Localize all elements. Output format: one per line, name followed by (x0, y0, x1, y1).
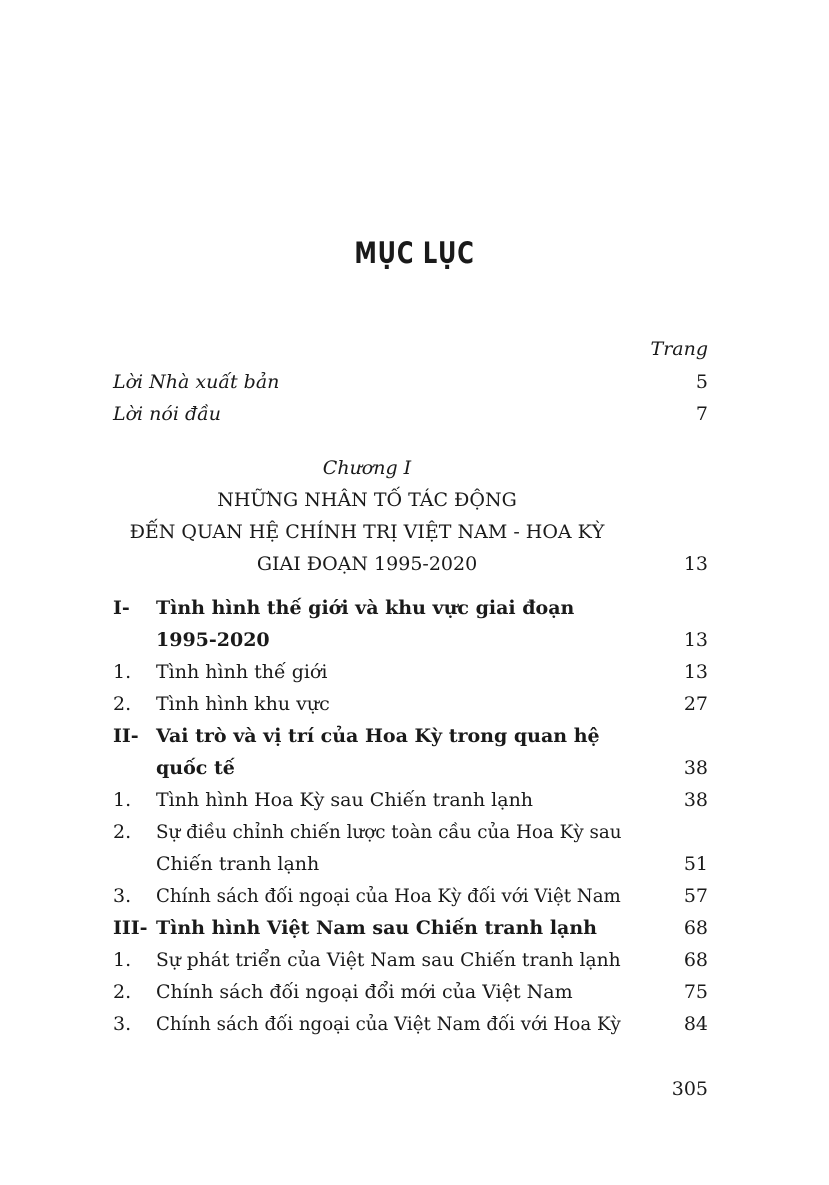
toc-entry-number: I- (113, 597, 130, 619)
toc-entry-text: Chiến tranh lạnh (156, 853, 320, 875)
toc-entry-number: 1. (113, 789, 132, 811)
toc-entry-page: 57 (683, 885, 708, 907)
toc-entry-text: Tình hình thế giới và khu vực giai đoạn (156, 597, 575, 619)
toc-entry-publisher-note[interactable] (113, 368, 708, 396)
toc-section-ii-cont[interactable] (113, 754, 708, 782)
toc-entry-number: 2. (113, 693, 132, 715)
toc-entry-page: 75 (683, 981, 708, 1003)
toc-entry-text: quốc tế (156, 757, 235, 779)
toc-section-i[interactable] (113, 594, 708, 622)
toc-entry-text: Tình hình khu vực (156, 693, 330, 715)
toc-entry-page: 84 (683, 1013, 708, 1035)
toc-entry-number: 1. (113, 661, 132, 683)
toc-entry-page: 38 (683, 789, 708, 811)
toc-item[interactable] (113, 786, 708, 814)
toc-entry-page: 68 (683, 917, 708, 939)
chapter-page: 13 (683, 553, 708, 575)
toc-entry-page: 68 (683, 949, 708, 971)
toc-entry-text: Tình hình Việt Nam sau Chiến tranh lạnh (156, 917, 597, 939)
toc-entry-page: 5 (695, 371, 708, 393)
toc-section-ii[interactable] (113, 722, 708, 750)
toc-entry-number: 1. (113, 949, 132, 971)
toc-entry-page: 7 (695, 403, 708, 425)
toc-section-iii[interactable] (113, 914, 708, 942)
toc-entry-page: 27 (683, 693, 708, 715)
toc-entry-text: Tình hình Hoa Kỳ sau Chiến tranh lạnh (156, 789, 534, 811)
chapter-title-line-3: GIAI ĐOẠN 1995-2020 (256, 553, 478, 575)
toc-entry-preface[interactable] (113, 400, 708, 428)
page-column-header: Trang (650, 338, 708, 360)
toc-entry-page: 13 (683, 661, 708, 683)
toc-entry-text: 1995-2020 (156, 629, 270, 651)
toc-entry-text: Sự điều chỉnh chiến lược toàn cầu của Hoa Kỳ sau (156, 821, 622, 843)
toc-entry-text: Chính sách đối ngoại của Hoa Kỳ đối với Việt Nam (156, 885, 621, 907)
toc-entry-number: II- (113, 725, 139, 747)
chapter-label: Chương I (322, 457, 412, 479)
toc-item[interactable] (113, 658, 708, 686)
toc-item[interactable] (113, 882, 708, 910)
toc-entry-text: Tình hình thế giới (156, 661, 328, 683)
toc-entry-page: 38 (683, 757, 708, 779)
chapter-title-line-1: NHỮNG NHÂN TỐ TÁC ĐỘNG (217, 489, 517, 511)
toc-item[interactable] (113, 946, 708, 974)
toc-item-cont[interactable] (113, 850, 708, 878)
toc-entry-number: 3. (113, 885, 132, 907)
page-number: 305 (671, 1078, 708, 1100)
toc-item[interactable] (113, 818, 708, 846)
toc-entry-number: 2. (113, 981, 132, 1003)
toc-entry-text: Vai trò và vị trí của Hoa Kỳ trong quan hệ (156, 725, 600, 747)
toc-entry-page: 13 (683, 629, 708, 651)
toc-entry-text: Chính sách đối ngoại của Việt Nam đối với Hoa Kỳ (156, 1013, 621, 1035)
toc-entry-text: Lời Nhà xuất bản (113, 371, 280, 393)
toc-entry-number: III- (113, 917, 148, 939)
toc-section-i-cont[interactable] (113, 626, 708, 654)
toc-item[interactable] (113, 978, 708, 1006)
toc-item[interactable] (113, 1010, 708, 1038)
toc-item[interactable] (113, 690, 708, 718)
chapter-title-line-2: ĐẾN QUAN HỆ CHÍNH TRỊ VIỆT NAM - HOA KỲ (129, 521, 605, 543)
toc-entry-text: Chính sách đối ngoại đổi mới của Việt Nam (156, 981, 573, 1003)
page-title: MỤC LỤC (354, 236, 475, 270)
toc-entry-number: 2. (113, 821, 132, 843)
toc-entry-text: Sự phát triển của Việt Nam sau Chiến tranh lạnh (156, 949, 621, 971)
toc-entry-text: Lời nói đầu (113, 403, 222, 425)
toc-entry-number: 3. (113, 1013, 132, 1035)
toc-entry-page: 51 (683, 853, 708, 875)
